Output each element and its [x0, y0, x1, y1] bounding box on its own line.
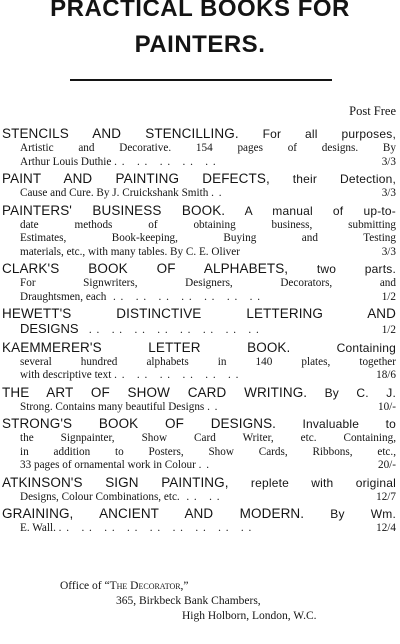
book-entry-head — [0, 475, 400, 491]
book-description: with descriptive text . . . . . . . . . . . . — [20, 369, 240, 381]
book-entry-head — [0, 126, 400, 142]
book-description: 33 pages of ornamental work in Colour . . — [20, 459, 211, 471]
book-entry — [0, 506, 400, 536]
book-description: E. Wall. . . . . . . . . . . . . . . . . . . — [20, 522, 253, 534]
book-entry-head — [0, 171, 400, 187]
book-price: 3/3 — [381, 187, 396, 199]
book-description: Invaluable to — [302, 417, 396, 431]
book-description: A manual of up-to- — [244, 203, 396, 218]
book-entry — [0, 203, 400, 260]
book-description: DESIGNS . . . . . . . . . . . . . . . . — [20, 321, 260, 336]
book-title: PAINTERS' BUSINESS BOOK. — [2, 202, 226, 218]
book-description: Artistic and Decorative. 154 pages of designs. By — [20, 142, 396, 154]
book-entry-head — [0, 385, 400, 401]
book-description: date methods of obtaining business, submitting — [20, 218, 396, 231]
book-entry — [0, 385, 400, 415]
book-title: HEWETT'S DISTINCTIVE LETTERING AND — [2, 306, 396, 321]
book-entry — [0, 171, 400, 201]
book-entry-head — [0, 203, 400, 219]
book-description: the Signpainter, Show Card Writer, etc. Containing, — [20, 432, 396, 444]
book-description: By C. J. — [324, 385, 396, 400]
page-title-line-1: PRACTICAL BOOKS FOR — [50, 0, 350, 22]
book-description: For all purposes, — [262, 127, 396, 141]
book-title: KAEMMERER'S LETTER BOOK. — [2, 339, 291, 355]
office-line: Office of “The Decorator,” — [60, 580, 189, 592]
book-price: 3/3 — [381, 245, 396, 258]
book-entry-head — [0, 340, 400, 356]
book-description: their Detection, — [292, 172, 396, 186]
book-entry — [0, 261, 400, 304]
book-description: By Wm. — [330, 507, 396, 521]
book-title: STRONG'S BOOK OF DESIGNS. — [2, 416, 277, 431]
book-entry — [0, 340, 400, 383]
book-entry-head — [0, 306, 400, 322]
book-entry — [0, 416, 400, 473]
book-price: 3/3 — [381, 155, 396, 168]
book-description: replete with original — [250, 475, 396, 490]
book-price: 12/4 — [376, 522, 396, 534]
office-address — [60, 579, 400, 624]
book-price: 18/6 — [376, 369, 396, 381]
book-price: 20/- — [377, 459, 396, 471]
post-free-heading: Post Free — [349, 104, 396, 118]
book-description: For Signwriters, Designers, Decorators, and — [20, 277, 396, 289]
book-entry-head — [0, 261, 400, 277]
book-description: Estimates, Book-keeping, Buying and Testing — [20, 232, 396, 244]
book-title: CLARK'S BOOK OF ALPHABETS, — [2, 261, 289, 276]
book-title: STENCILS AND STENCILLING. — [2, 126, 239, 141]
book-description: Designs, Colour Combinations, etc. . . . . — [20, 490, 221, 503]
book-title: PAINT AND PAINTING DEFECTS, — [2, 171, 270, 186]
office-line: 365, Birkbeck Bank Chambers, — [116, 595, 261, 607]
book-title: GRAINING, ANCIENT AND MODERN. — [2, 506, 305, 521]
book-price: 1/2 — [381, 290, 396, 303]
book-price: 10/- — [377, 400, 396, 413]
book-description: several hundred alphabets in 140 plates, together — [20, 355, 396, 368]
book-title: ATKINSON'S SIGN PAINTING, — [2, 474, 229, 490]
book-description: Arthur Louis Duthie . . . . . . . . . . — [20, 155, 217, 168]
book-description: in addition to Posters, Show Cards, Ribbons, etc., — [20, 445, 396, 458]
title-divider — [70, 79, 332, 81]
book-description: Strong. Contains many beautiful Designs . . — [20, 400, 219, 413]
book-title: THE ART OF SHOW CARD WRITING. — [2, 384, 308, 400]
office-line: High Holborn, London, W.C. — [182, 610, 317, 622]
book-description: Cause and Cure. By J. Cruickshank Smith . . — [20, 187, 223, 199]
book-price: 1/2 — [381, 324, 396, 336]
publication-name: “The Decorator,” — [104, 580, 189, 592]
book-entry-head — [0, 506, 400, 522]
book-description: Containing — [336, 340, 396, 355]
book-entry — [0, 475, 400, 505]
book-price: 12/7 — [376, 490, 396, 503]
book-description: Draughtsmen, each . . . . . . . . . . . . . . — [20, 290, 262, 303]
book-entry — [0, 306, 400, 338]
book-description: two parts. — [316, 262, 396, 276]
book-list — [0, 126, 400, 538]
page-title-line-2: PAINTERS. — [134, 31, 266, 58]
book-description: materials, etc., with many tables. By C. E. Oliver — [20, 245, 240, 258]
book-entry-head — [0, 416, 400, 432]
book-entry — [0, 126, 400, 169]
